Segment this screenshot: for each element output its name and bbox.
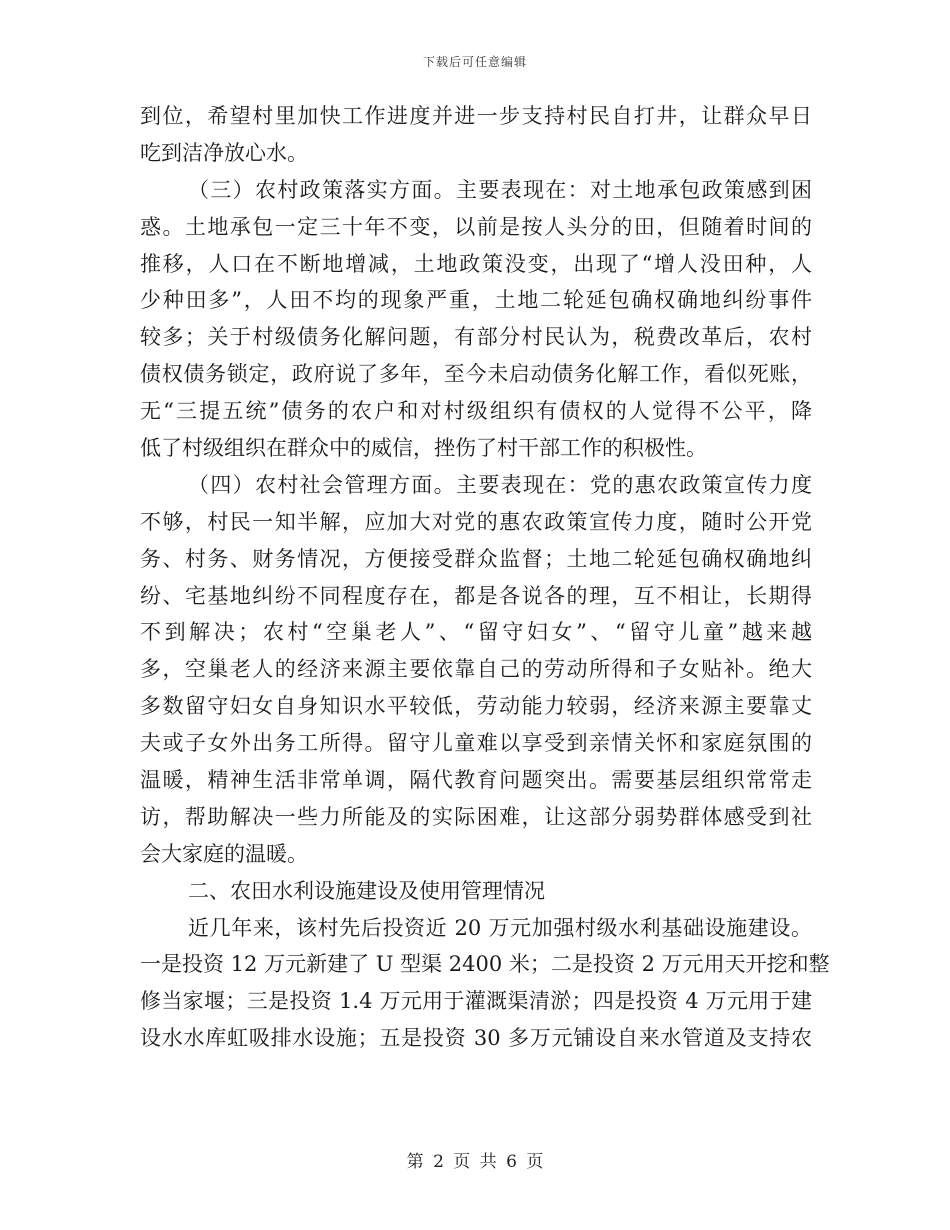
text-line: 不到解决；农村“空巢老人”、“留守妇女”、“留守儿童”越来越 (140, 620, 812, 645)
text-line: 吃到洁净放心水。 (140, 140, 308, 165)
text-line: 务、村务、财务情况，方便接受群众监督；土地二轮延包确权确地纠 (140, 546, 812, 571)
text-line: 访，帮助解决一些力所能及的实际困难，让这部分弱势群体感受到社 (140, 804, 812, 829)
text-line: （三）农村政策落实方面。主要表现在：对土地承包政策感到困 (188, 177, 812, 202)
text-line: 低了村级组织在群众中的威信，挫伤了村干部工作的积极性。 (140, 436, 707, 461)
text-line: 温暖，精神生活非常单调，隔代教育问题突出。需要基层组织常常走 (140, 768, 812, 793)
text-line: 推移，人口在不断地增减，土地政策没变，出现了“增人没田种，人 (140, 251, 812, 276)
text-line: 到位，希望村里加快工作进度并进一步支持村民自打井，让群众早日 (140, 104, 812, 128)
text-line: 无“三提五统”债务的农户和对村级组织有债权的人觉得不公平，降 (140, 399, 812, 424)
text-line: 二、农田水利设施建设及使用管理情况 (188, 878, 545, 903)
text-line: 债权债务锁定，政府说了多年，至今未启动债务化解工作，看似死账， (140, 362, 812, 387)
text-line: （四）农村社会管理方面。主要表现在：党的惠农政策宣传力度 (188, 472, 812, 497)
text-line: 多数留守妇女自身知识水平较低，劳动能力较弱，经济来源主要靠丈 (140, 694, 812, 719)
text-line: 修当家堰；三是投资 1.4 万元用于灌溉渠清淤；四是投资 4 万元用于建 (140, 989, 812, 1014)
text-line: 夫或子女外出务工所得。留守儿童难以享受到亲情关怀和家庭氛围的 (140, 731, 812, 756)
text-line: 少种田多”，人田不均的现象严重，土地二轮延包确权确地纠纷事件 (140, 288, 812, 313)
text-line: 会大家庭的温暖。 (140, 841, 308, 866)
text-line: 设水水库虹吸排水设施；五是投资 30 多万元铺设自来水管道及支持农 (140, 1026, 812, 1051)
page-header-note: 下载后可任意编辑 (422, 55, 527, 69)
text-line: 多，空巢老人的经济来源主要依靠自己的劳动所得和子女贴补。绝大 (140, 657, 812, 682)
document-body (140, 98, 830, 1057)
text-line: 一是投资 12 万元新建了 U 型渠 2400 米；二是投资 2 万元用天开挖和整 (140, 952, 830, 977)
text-line: 较多；关于村级债务化解问题，有部分村民认为，税费改革后，农村 (140, 325, 812, 350)
page-number-footer: 第 2 页 共 6 页 (406, 1152, 544, 1172)
text-line: 纷、宅基地纠纷不同程度存在，都是各说各的理，互不相让，长期得 (140, 583, 812, 608)
text-line: 不够，村民一知半解，应加大对党的惠农政策宣传力度，随时公开党 (140, 509, 812, 534)
text-line: 惑。土地承包一定三十年不变，以前是按人头分的田，但随着时间的 (140, 214, 812, 239)
text-line: 近几年来，该村先后投资近 20 万元加强村级水利基础设施建设。 (188, 915, 812, 940)
